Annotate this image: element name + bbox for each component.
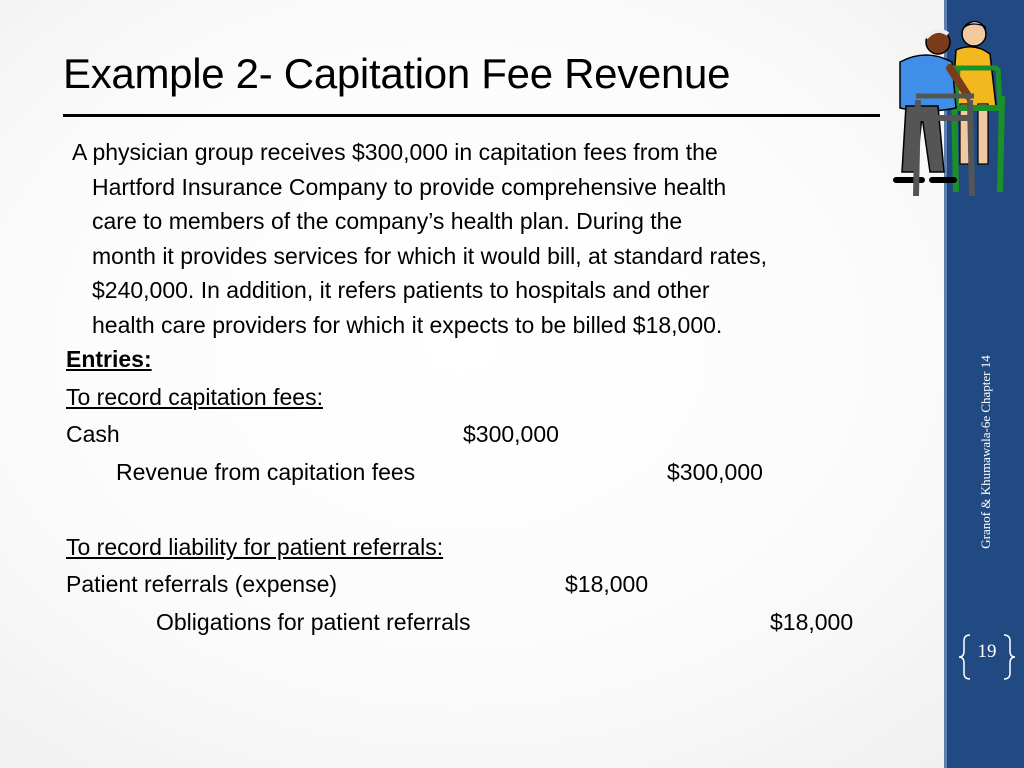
credit-amount: $18,000 — [770, 609, 854, 635]
woman-figure — [952, 21, 1002, 192]
debit-amount: $18,000 — [565, 571, 649, 597]
paragraph-line: month it provides services for which it would bill, at standard rates, — [92, 242, 767, 269]
credit-account: Obligations for patient referrals — [156, 609, 471, 635]
slide-number: 19 — [977, 641, 997, 662]
title-underline — [63, 114, 880, 117]
section2-heading: To record liability for patient referrals: — [66, 534, 444, 560]
entries-heading: Entries: — [66, 346, 152, 372]
debit-account: Patient referrals (expense) — [66, 571, 338, 597]
paragraph-line: Hartford Insurance Company to provide comprehensive health — [92, 173, 727, 200]
credit-account: Revenue from capitation fees — [116, 459, 416, 485]
paragraph-line: A physician group receives $300,000 in capitation fees from the — [72, 139, 718, 165]
paragraph-line: $240,000. In addition, it refers patients to hospitals and other — [92, 277, 710, 303]
problem-paragraph — [66, 135, 932, 342]
paragraph-line: health care providers for which it expects to be billed $18,000. — [92, 311, 723, 338]
slide-title: Example 2- Capitation Fee Revenue — [63, 50, 731, 97]
section1-heading: To record capitation fees: — [66, 384, 323, 410]
paragraph-line: care to members of the company’s health plan. During the — [92, 208, 683, 234]
debit-amount: $300,000 — [463, 421, 559, 447]
credit-amount: $300,000 — [667, 459, 763, 485]
debit-account: Cash — [66, 421, 120, 447]
footer-citation: Granof & Khumawala-6e Chapter 14 — [978, 355, 993, 549]
